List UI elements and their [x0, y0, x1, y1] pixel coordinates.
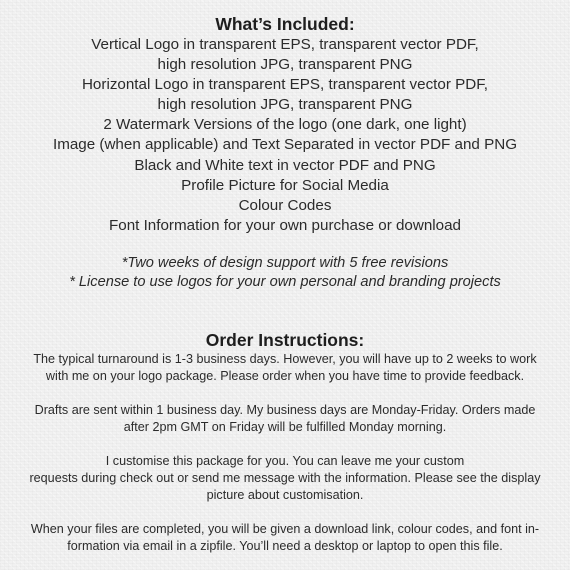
included-item: Font Information for your own purchase or download	[108, 216, 462, 234]
included-item: Black and White text in vector PDF and PNG	[134, 156, 436, 174]
included-item: Vertical Logo in transparent EPS, transparent vector PDF,	[91, 36, 479, 53]
paragraph-line: requests during check out or send me message with the information. Please see the display	[29, 470, 541, 485]
included-item: Horizontal Logo in transparent EPS, transparent vector PDF,	[81, 76, 489, 94]
design-support-note: *Two weeks of design support with 5 free revisions	[121, 254, 449, 271]
included-item: high resolution JPG, transparent PNG	[157, 96, 413, 114]
paragraph-line: I customise this package for you. You can leave me your custom	[105, 453, 465, 468]
included-item: high resolution JPG, transparent PNG	[157, 56, 413, 74]
included-item: Colour Codes	[238, 196, 332, 214]
customisation-paragraph	[18, 453, 552, 504]
paragraph-line: after 2pm GMT on Friday will be fulfilled Monday morning.	[123, 419, 447, 434]
paragraph-line: Drafts are sent within 1 business day. My business days are Monday-Friday. Orders made	[34, 402, 536, 417]
paragraph-line: When your files are completed, you will be given a download link, colour codes, and font in-	[30, 521, 540, 536]
included-item: Profile Picture for Social Media	[181, 176, 389, 194]
whats-included-section	[18, 14, 552, 292]
drafts-paragraph	[18, 402, 552, 436]
delivery-paragraph	[18, 521, 552, 555]
included-item: 2 Watermark Versions of the logo (one dark, one light)	[103, 116, 467, 134]
paragraph-line: picture about customisation.	[206, 487, 364, 502]
included-items-list	[18, 35, 552, 236]
included-notes	[18, 254, 552, 292]
order-instructions-section	[18, 330, 552, 555]
license-note: * License to use logos for your own personal and branding projects	[69, 273, 501, 290]
paragraph-line: with me on your logo package. Please order when you have time to provide feedback.	[45, 368, 525, 383]
paragraph-line: formation via email in a zipfile. You’ll need a desktop or laptop to open this file.	[67, 538, 503, 553]
included-item: Image (when applicable) and Text Separated in vector PDF and PNG	[52, 136, 518, 154]
turnaround-paragraph	[18, 351, 552, 385]
paragraph-line: The typical turnaround is 1-3 business days. However, you will have up to 2 weeks to work	[33, 351, 537, 366]
order-instructions-heading: Order Instructions:	[205, 329, 365, 350]
whats-included-heading: What’s Included:	[215, 14, 355, 34]
